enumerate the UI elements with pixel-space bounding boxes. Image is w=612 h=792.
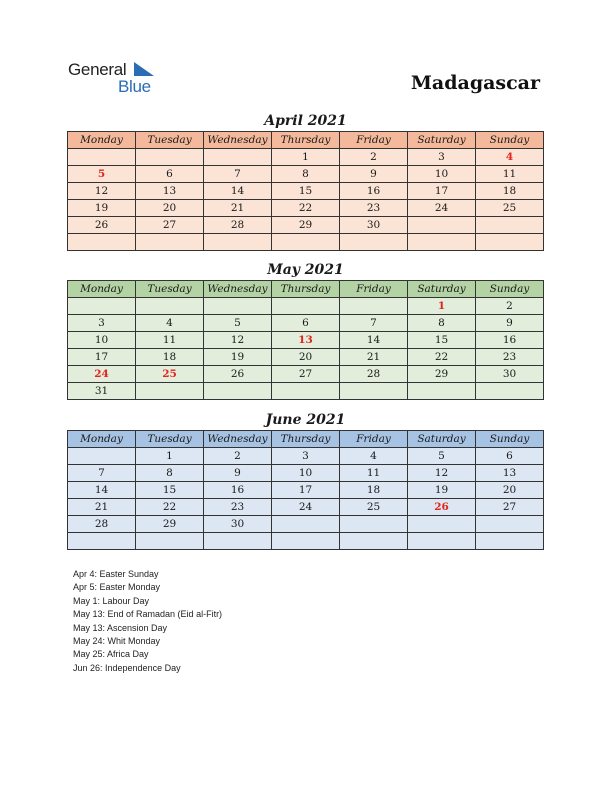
day-cell: 21: [340, 349, 408, 366]
weekday-header: Friday: [340, 132, 408, 149]
day-cell: 2: [340, 149, 408, 166]
day-cell: 7: [204, 166, 272, 183]
day-cell: [340, 533, 408, 550]
week-row: [68, 298, 544, 315]
day-cell: 26: [204, 366, 272, 383]
day-cell: 30: [476, 366, 544, 383]
week-row: [68, 533, 544, 550]
day-cell: 26: [68, 217, 136, 234]
day-cell: 23: [476, 349, 544, 366]
calendar-table: [67, 430, 544, 550]
weekday-header: Friday: [340, 281, 408, 298]
day-cell: 22: [408, 349, 476, 366]
day-cell: 6: [476, 448, 544, 465]
day-cell: 22: [272, 200, 340, 217]
day-cell: [272, 533, 340, 550]
day-cell: 24: [408, 200, 476, 217]
day-cell: [476, 234, 544, 251]
day-cell: [408, 234, 476, 251]
day-cell: 8: [136, 465, 204, 482]
logo-word-general: General: [68, 60, 127, 79]
day-cell: 29: [272, 217, 340, 234]
day-cell: 26: [408, 499, 476, 516]
day-cell: 9: [204, 465, 272, 482]
day-cell: [68, 533, 136, 550]
day-cell: 13: [272, 332, 340, 349]
day-cell: 13: [476, 465, 544, 482]
day-cell: 28: [340, 366, 408, 383]
day-cell: [408, 217, 476, 234]
day-cell: 27: [136, 217, 204, 234]
weekday-header: Thursday: [272, 281, 340, 298]
day-cell: 18: [476, 183, 544, 200]
day-cell: 5: [204, 315, 272, 332]
day-cell: [272, 383, 340, 400]
holiday-item: Jun 26: Independence Day: [73, 662, 181, 673]
day-cell: [272, 298, 340, 315]
weekday-header-row: [68, 132, 544, 149]
day-cell: 21: [68, 499, 136, 516]
day-cell: 2: [476, 298, 544, 315]
day-cell: [476, 383, 544, 400]
day-cell: 4: [340, 448, 408, 465]
day-cell: [136, 533, 204, 550]
day-cell: 20: [476, 482, 544, 499]
day-cell: 8: [408, 315, 476, 332]
week-row: [68, 366, 544, 383]
general-blue-logo: [68, 60, 168, 100]
day-cell: 20: [136, 200, 204, 217]
week-row: [68, 516, 544, 533]
day-cell: [476, 516, 544, 533]
day-cell: 9: [476, 315, 544, 332]
day-cell: 25: [340, 499, 408, 516]
day-cell: [408, 516, 476, 533]
day-cell: 1: [272, 149, 340, 166]
day-cell: 19: [68, 200, 136, 217]
month-title: June 2021: [265, 412, 346, 428]
day-cell: [68, 298, 136, 315]
day-cell: [136, 298, 204, 315]
day-cell: [68, 234, 136, 251]
day-cell: 5: [68, 166, 136, 183]
day-cell: [204, 533, 272, 550]
day-cell: 30: [340, 217, 408, 234]
week-row: [68, 183, 544, 200]
day-cell: [340, 383, 408, 400]
day-cell: [68, 149, 136, 166]
holiday-item: May 13: End of Ramadan (Eid al-Fitr): [73, 609, 223, 620]
day-cell: [136, 149, 204, 166]
country-title: Madagascar: [410, 72, 540, 94]
day-cell: 25: [136, 366, 204, 383]
month-may: [67, 261, 544, 400]
week-row: [68, 332, 544, 349]
day-cell: 10: [68, 332, 136, 349]
day-cell: 29: [408, 366, 476, 383]
day-cell: 10: [408, 166, 476, 183]
day-cell: [136, 234, 204, 251]
day-cell: 10: [272, 465, 340, 482]
day-cell: 4: [476, 149, 544, 166]
day-cell: [204, 149, 272, 166]
week-row: [68, 149, 544, 166]
day-cell: 8: [272, 166, 340, 183]
week-row: [68, 315, 544, 332]
day-cell: 6: [136, 166, 204, 183]
holiday-list: [73, 568, 222, 675]
month-title: May 2021: [267, 262, 344, 278]
day-cell: 9: [340, 166, 408, 183]
weekday-header: Wednesday: [204, 281, 272, 298]
day-cell: 19: [408, 482, 476, 499]
day-cell: 31: [68, 383, 136, 400]
holiday-item: May 24: Whit Monday: [73, 635, 161, 646]
day-cell: 18: [136, 349, 204, 366]
day-cell: 11: [136, 332, 204, 349]
weekday-header: Thursday: [272, 431, 340, 448]
day-cell: 2: [204, 448, 272, 465]
week-row: [68, 200, 544, 217]
week-row: [68, 499, 544, 516]
day-cell: 29: [136, 516, 204, 533]
day-cell: [340, 298, 408, 315]
day-cell: 16: [340, 183, 408, 200]
holiday-item: Apr 5: Easter Monday: [73, 582, 161, 593]
holiday-item: May 25: Africa Day: [73, 649, 149, 660]
calendar-table: [67, 131, 544, 251]
day-cell: 5: [408, 448, 476, 465]
day-cell: 12: [204, 332, 272, 349]
day-cell: 19: [204, 349, 272, 366]
day-cell: 23: [204, 499, 272, 516]
day-cell: 13: [136, 183, 204, 200]
day-cell: 4: [136, 315, 204, 332]
day-cell: 28: [204, 217, 272, 234]
weekday-header-row: [68, 281, 544, 298]
weekday-header: Monday: [68, 132, 136, 149]
holiday-item: May 1: Labour Day: [73, 595, 150, 606]
day-cell: 11: [340, 465, 408, 482]
day-cell: 3: [68, 315, 136, 332]
day-cell: 28: [68, 516, 136, 533]
day-cell: 24: [272, 499, 340, 516]
day-cell: 7: [340, 315, 408, 332]
weekday-header: Saturday: [408, 431, 476, 448]
day-cell: [272, 234, 340, 251]
day-cell: 22: [136, 499, 204, 516]
day-cell: 7: [68, 465, 136, 482]
day-cell: [476, 533, 544, 550]
day-cell: [340, 516, 408, 533]
weekday-header: Saturday: [408, 132, 476, 149]
week-row: [68, 482, 544, 499]
weekday-header: Sunday: [476, 132, 544, 149]
day-cell: [408, 533, 476, 550]
day-cell: 3: [408, 149, 476, 166]
day-cell: 16: [204, 482, 272, 499]
day-cell: 15: [408, 332, 476, 349]
weekday-header-row: [68, 431, 544, 448]
day-cell: 25: [476, 200, 544, 217]
day-cell: 23: [340, 200, 408, 217]
weekday-header: Thursday: [272, 132, 340, 149]
day-cell: 27: [476, 499, 544, 516]
day-cell: 24: [68, 366, 136, 383]
weekday-header: Sunday: [476, 431, 544, 448]
day-cell: [272, 516, 340, 533]
day-cell: 3: [272, 448, 340, 465]
day-cell: 20: [272, 349, 340, 366]
weekday-header: Wednesday: [204, 132, 272, 149]
weekday-header: Monday: [68, 281, 136, 298]
month-june: [67, 411, 544, 550]
day-cell: 1: [136, 448, 204, 465]
week-row: [68, 448, 544, 465]
day-cell: [476, 217, 544, 234]
weekday-header: Tuesday: [136, 132, 204, 149]
day-cell: 14: [340, 332, 408, 349]
weekday-header: Saturday: [408, 281, 476, 298]
week-row: [68, 349, 544, 366]
day-cell: 12: [408, 465, 476, 482]
day-cell: 6: [272, 315, 340, 332]
day-cell: 1: [408, 298, 476, 315]
day-cell: [340, 234, 408, 251]
day-cell: [204, 298, 272, 315]
day-cell: 27: [272, 366, 340, 383]
day-cell: [136, 383, 204, 400]
day-cell: 15: [272, 183, 340, 200]
week-row: [68, 217, 544, 234]
day-cell: 17: [272, 482, 340, 499]
weekday-header: Sunday: [476, 281, 544, 298]
day-cell: [408, 383, 476, 400]
weekday-header: Monday: [68, 431, 136, 448]
logo-word-blue: Blue: [118, 77, 151, 96]
week-row: [68, 465, 544, 482]
day-cell: 30: [204, 516, 272, 533]
day-cell: 17: [68, 349, 136, 366]
logo-triangle-icon: [134, 62, 154, 76]
day-cell: 21: [204, 200, 272, 217]
weekday-header: Tuesday: [136, 431, 204, 448]
day-cell: 11: [476, 166, 544, 183]
day-cell: 12: [68, 183, 136, 200]
weekday-header: Tuesday: [136, 281, 204, 298]
weekday-header: Wednesday: [204, 431, 272, 448]
day-cell: 16: [476, 332, 544, 349]
month-title: April 2021: [264, 113, 347, 129]
day-cell: [204, 383, 272, 400]
weekday-header: Friday: [340, 431, 408, 448]
week-row: [68, 383, 544, 400]
day-cell: 15: [136, 482, 204, 499]
day-cell: 17: [408, 183, 476, 200]
week-row: [68, 166, 544, 183]
holiday-item: Apr 4: Easter Sunday: [73, 569, 159, 579]
calendar-table: [67, 280, 544, 400]
day-cell: [68, 448, 136, 465]
week-row: [68, 234, 544, 251]
month-april: [67, 112, 544, 251]
holiday-item: May 13: Ascension Day: [73, 622, 168, 633]
day-cell: 14: [68, 482, 136, 499]
day-cell: [204, 234, 272, 251]
day-cell: 14: [204, 183, 272, 200]
day-cell: 18: [340, 482, 408, 499]
